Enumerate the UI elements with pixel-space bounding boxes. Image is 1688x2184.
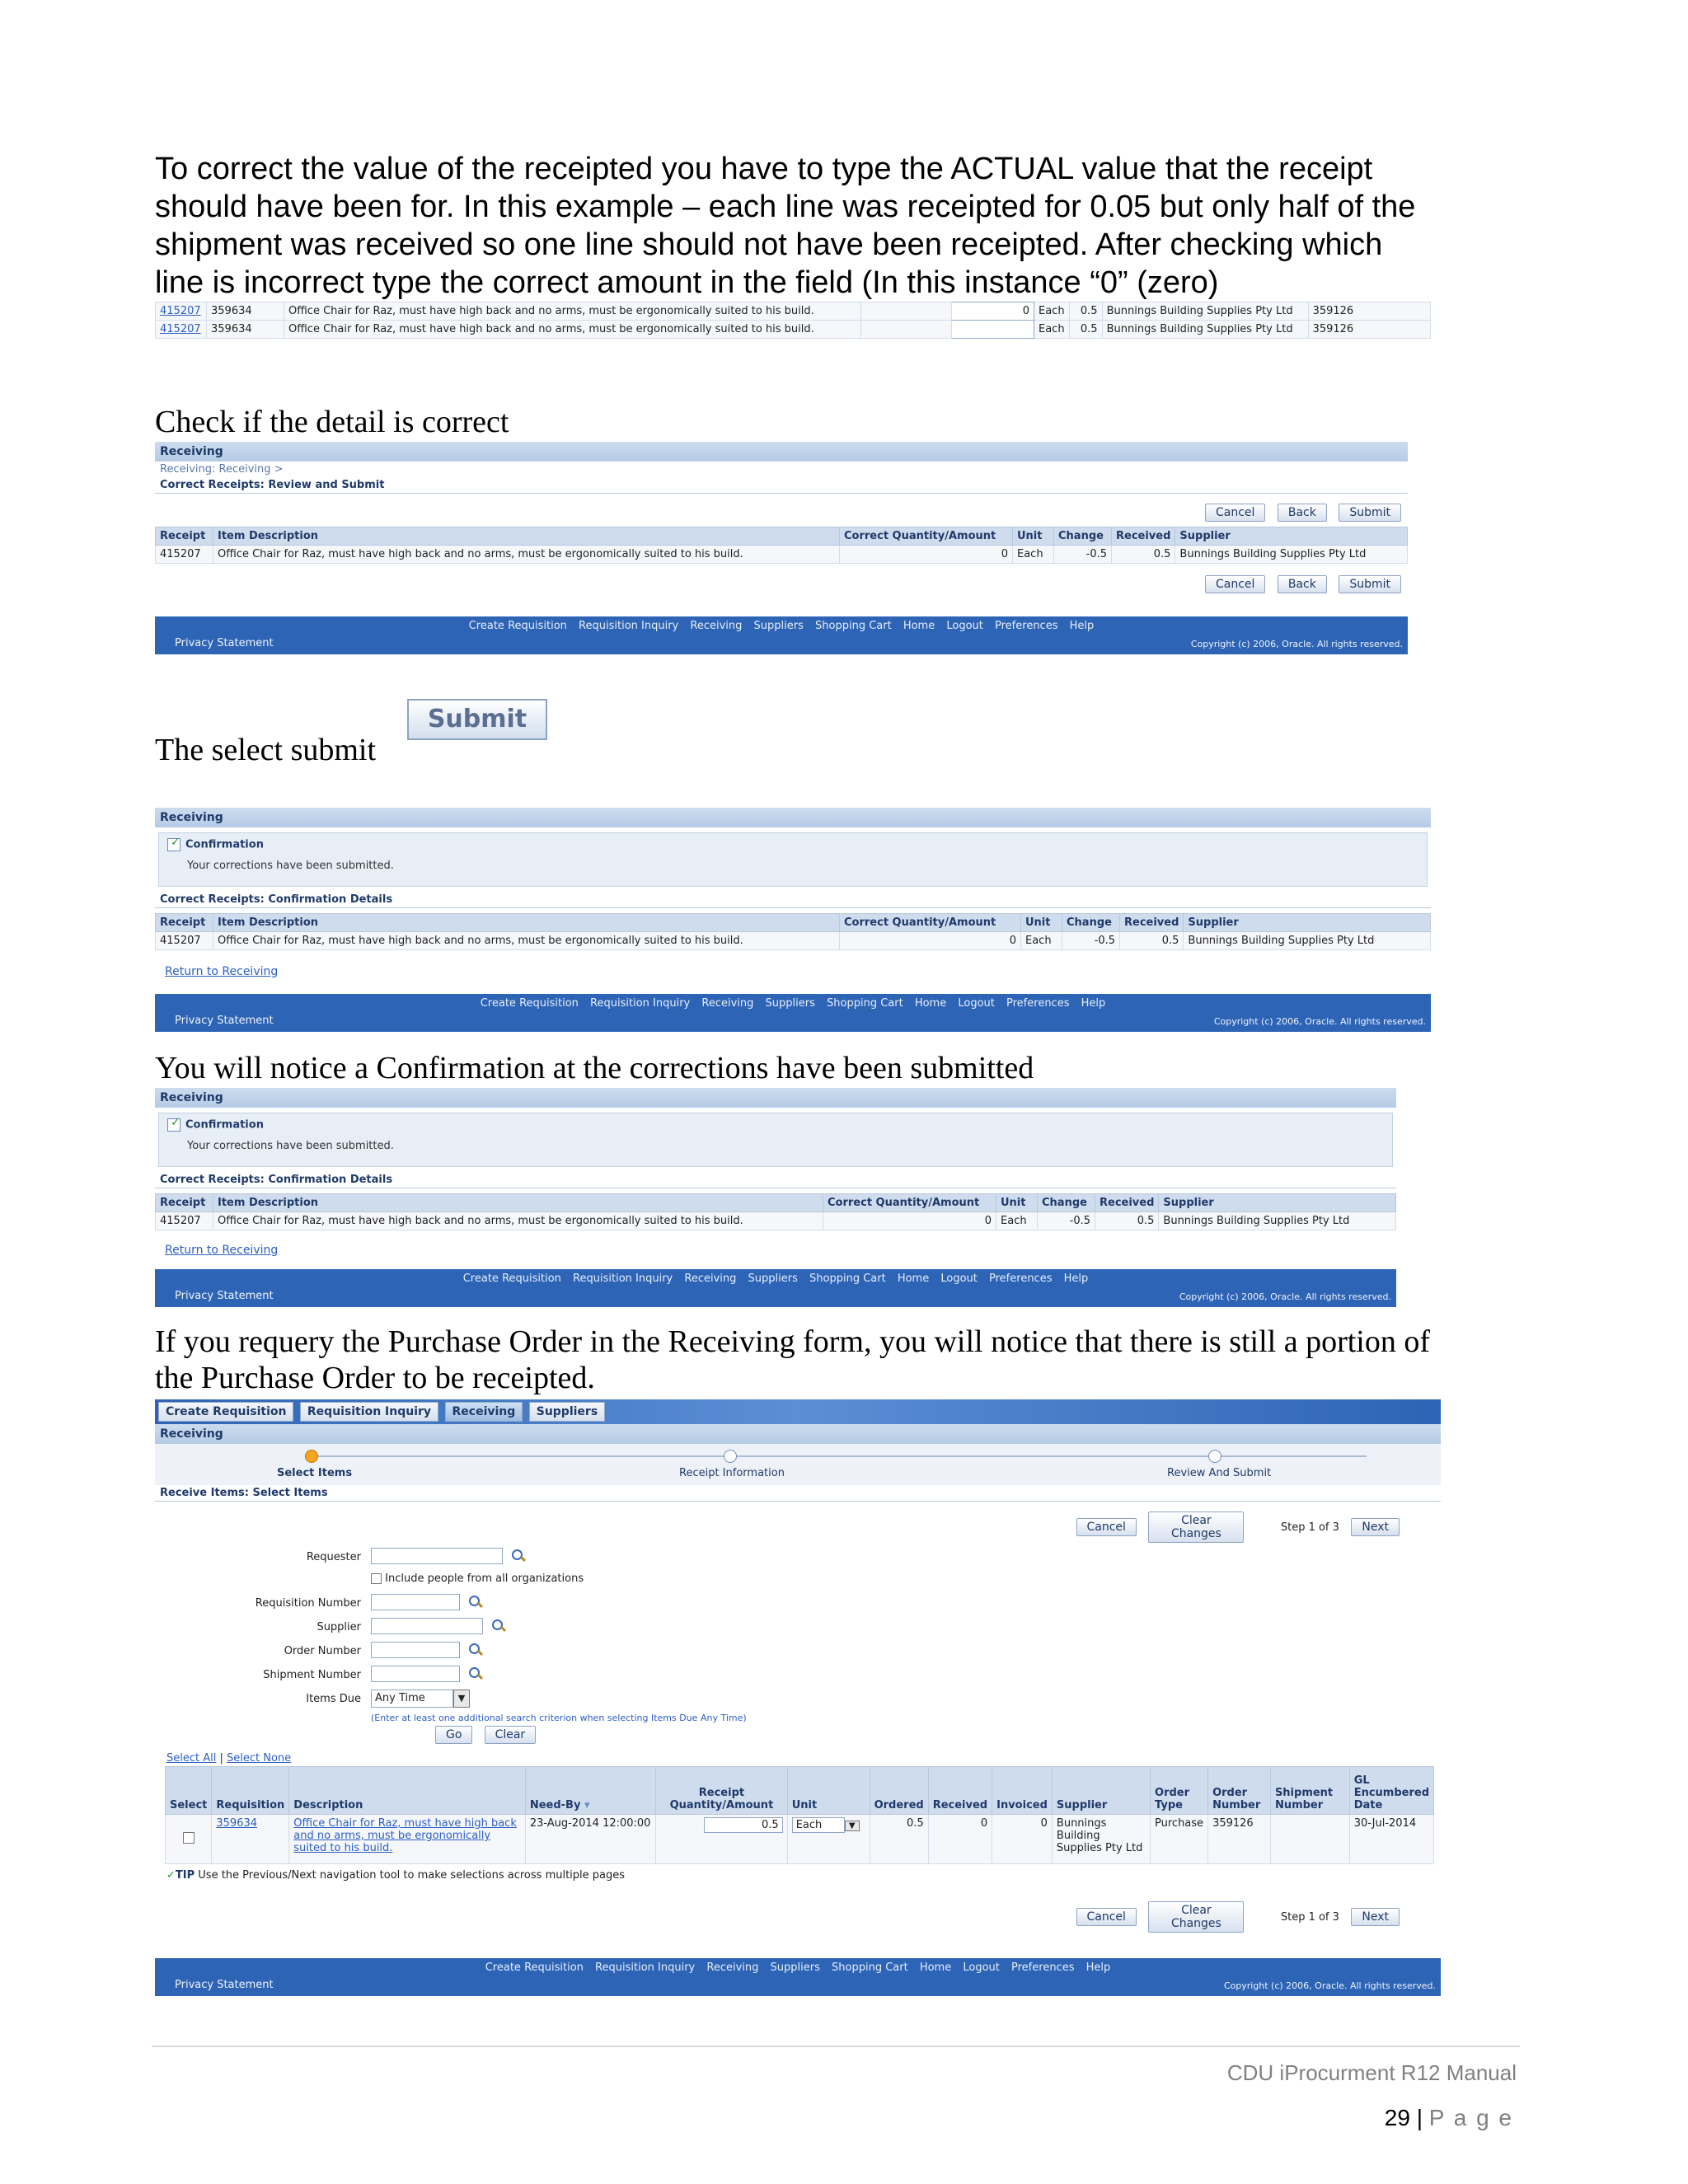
footer-link[interactable]: Help: [1069, 620, 1095, 632]
table-row: 415207 Office Chair for Raz, must have high back and no arms, must be ergonomically suited to his build. 0 Each -0.5 0.5 Bunnings Building Supplies Pty Ltd: [156, 546, 1408, 564]
clear-button[interactable]: Clear: [485, 1726, 537, 1744]
page-word: P a g e: [1428, 2105, 1513, 2130]
tab-bar: [155, 1399, 1441, 1424]
nav-buttons-bottom: [155, 1886, 1441, 1933]
step-indicator: Step 1 of 3: [1280, 1910, 1339, 1924]
caption-check-detail: Check if the detail is correct: [155, 405, 509, 439]
sort-icon[interactable]: ▾: [584, 1799, 590, 1811]
section-header: Receiving: [155, 442, 1408, 462]
table-header: Receipt Item Description Correct Quantity/Amount Unit Change Received Supplier: [156, 527, 1408, 546]
footer-link[interactable]: Preferences: [1011, 1961, 1075, 1974]
supplier-input[interactable]: [371, 1618, 483, 1634]
footer-link[interactable]: Receiving: [701, 997, 754, 1010]
select-none-link[interactable]: Select None: [227, 1752, 292, 1765]
footer-link[interactable]: Requisition Inquiry: [595, 1961, 696, 1974]
confirmation-screenshot-1: [155, 808, 1431, 1032]
button-row-bottom: [155, 564, 1408, 593]
search-icon[interactable]: [468, 1595, 483, 1610]
include-all-orgs-checkbox[interactable]: [371, 1573, 382, 1584]
footer-link[interactable]: Suppliers: [753, 620, 804, 632]
breadcrumb[interactable]: Receiving: Receiving >: [160, 463, 284, 476]
cancel-button[interactable]: Cancel: [1205, 504, 1265, 522]
footer-link[interactable]: Requisition Inquiry: [573, 1272, 673, 1285]
review-table: [155, 527, 1408, 564]
footer-nav: [155, 616, 1408, 632]
search-icon[interactable]: [491, 1619, 506, 1633]
review-submit-screenshot: [155, 442, 1408, 654]
table-row: 415207 Office Chair for Raz, must have high back and no arms, must be ergonomically suited to his build. 0 Each -0.5 0.5 Bunnings Building Supplies Pty Ltd: [156, 932, 1431, 950]
footer-link[interactable]: Shopping Cart: [815, 620, 892, 632]
clear-changes-button[interactable]: Clear Changes: [1148, 1901, 1244, 1933]
footer-link[interactable]: Help: [1085, 1961, 1111, 1974]
chevron-down-icon[interactable]: ▼: [453, 1690, 470, 1708]
search-icon[interactable]: [468, 1643, 483, 1657]
page-title: Correct Receipts: Confirmation Details: [155, 892, 1431, 908]
receipt-items-table: [165, 1766, 1434, 1864]
footer-link[interactable]: Create Requisition: [468, 620, 567, 632]
footer-link[interactable]: Receiving: [684, 1272, 737, 1285]
privacy-link[interactable]: Privacy Statement: [175, 1015, 274, 1027]
selection-links: Select All | Select None: [166, 1752, 292, 1765]
unit-select[interactable]: Each ▼: [792, 1819, 860, 1831]
footer-link[interactable]: Shopping Cart: [827, 997, 903, 1010]
footer-link[interactable]: Shopping Cart: [809, 1272, 886, 1285]
intro-paragraph: [155, 150, 1556, 302]
footer-link[interactable]: Suppliers: [770, 1961, 820, 1974]
quantity-input[interactable]: [952, 321, 1034, 339]
back-button[interactable]: Back: [1278, 504, 1327, 522]
footer-link[interactable]: Create Requisition: [462, 1272, 561, 1285]
privacy-link[interactable]: Privacy Statement: [175, 637, 274, 649]
receipt-lines-screenshot: [155, 302, 1431, 356]
footer-link[interactable]: Shopping Cart: [832, 1961, 908, 1974]
app-footer: [155, 1269, 1396, 1307]
footer-link[interactable]: Requisition Inquiry: [579, 620, 679, 632]
confirmation-table: [155, 1193, 1396, 1230]
confirmation-icon: [167, 1118, 181, 1132]
cancel-button[interactable]: Cancel: [1076, 1518, 1137, 1536]
train-step: [724, 1450, 737, 1463]
table-row: 415207 359634 Office Chair for Raz, must have high back and no arms, must be ergonomically suited to his build. Each 0.5 Bunnings Building Supplies Pty Ltd 359126: [156, 321, 1431, 339]
footer-link[interactable]: Home: [919, 1961, 952, 1974]
tab-receiving[interactable]: Receiving: [445, 1402, 523, 1422]
table-header: Select Requisition Description Need-By ▾ Receipt Quantity/Amount Unit Ordered Received Invoiced Supplier Order Type Order Number Shipment Number GL Encumbered Date: [166, 1767, 1434, 1815]
next-button[interactable]: Next: [1351, 1908, 1400, 1926]
footer-link[interactable]: Home: [914, 997, 947, 1010]
train-step-current: [305, 1450, 318, 1463]
requester-input[interactable]: [371, 1548, 503, 1564]
train-label: Select Items: [277, 1467, 353, 1479]
section-header: Receiving: [155, 1088, 1396, 1108]
step-indicator: Step 1 of 3: [1280, 1521, 1339, 1534]
footer-nav: [155, 1269, 1396, 1285]
privacy-link[interactable]: Privacy Statement: [175, 1290, 274, 1302]
intro-line: should have been for. In this example – each line was receipted for 0.05 but only half of the: [155, 190, 1416, 224]
submit-button[interactable]: Submit: [1339, 504, 1401, 522]
footer-link[interactable]: Home: [897, 1272, 930, 1285]
receipt-link[interactable]: 415207: [160, 305, 201, 317]
footer-link[interactable]: Preferences: [1006, 997, 1070, 1010]
tab-create-requisition[interactable]: Create Requisition: [158, 1402, 293, 1422]
footer-link[interactable]: Suppliers: [748, 1272, 798, 1285]
caption-select-submit: The select submit: [155, 733, 377, 767]
receipt-link[interactable]: 415207: [160, 323, 201, 335]
copyright: Copyright (c) 2006, Oracle. All rights reserved.: [1213, 1016, 1426, 1027]
quantity-input[interactable]: 0: [952, 302, 1034, 321]
chevron-down-icon[interactable]: ▼: [845, 1821, 860, 1831]
caption-requery: If you requery the Purchase Order in the Receiving form, you will notice that there is still a portion of the Purchase Order to be receipted.: [155, 1324, 1431, 1395]
footer-link[interactable]: Logout: [963, 1961, 1000, 1974]
footer-nav: [155, 1958, 1441, 1974]
confirmation-box: ✓Confirmation Your corrections have been submitted.: [158, 832, 1428, 887]
items-due-select[interactable]: Any Time ▼: [371, 1690, 470, 1708]
footer-link[interactable]: Create Requisition: [485, 1961, 584, 1974]
confirmation-table: [155, 913, 1431, 950]
order-number-input[interactable]: [371, 1642, 460, 1658]
table-header: Receipt Item Description Correct Quantity/Amount Unit Change Received Supplier: [156, 914, 1431, 932]
go-button[interactable]: Go: [435, 1726, 472, 1744]
cancel-button[interactable]: Cancel: [1076, 1908, 1137, 1926]
caption-notice: You will notice a Confirmation at the corrections have been submitted: [155, 1051, 1034, 1085]
requisition-number-input[interactable]: [371, 1594, 460, 1610]
search-icon[interactable]: [511, 1549, 526, 1563]
app-footer: [155, 994, 1431, 1032]
footer-link[interactable]: Home: [903, 620, 935, 632]
table-header: Receipt Item Description Correct Quantity/Amount Unit Change Received Supplier: [156, 1194, 1396, 1212]
select-all-link[interactable]: Select All: [166, 1752, 217, 1765]
footer-link[interactable]: Logout: [946, 620, 983, 632]
app-footer: [155, 616, 1408, 654]
footer-link[interactable]: Help: [1081, 997, 1106, 1010]
table-row: 359634 Office Chair for Raz, must have high back and no arms, must be ergonomically suited to his build. 23-Aug-2014 12:00:00 0.5 Each ▼ 0.5 0 0 Bunnings Building Supplies Pty Ltd Purchase 359126 30-Jul-2014: [166, 1815, 1434, 1864]
section-header: Receiving: [155, 808, 1431, 827]
train-step: [1208, 1450, 1221, 1463]
footer-nav: [155, 994, 1431, 1010]
train-label: Receipt Information: [679, 1467, 785, 1479]
clear-changes-button[interactable]: Clear Changes: [1148, 1511, 1244, 1543]
receipt-lines-table: [155, 302, 1431, 339]
footer-link[interactable]: Requisition Inquiry: [590, 997, 691, 1010]
return-to-receiving-link[interactable]: Return to Receiving: [165, 965, 279, 978]
footer-link[interactable]: Receiving: [690, 620, 743, 632]
table-row: 415207 Office Chair for Raz, must have high back and no arms, must be ergonomically suited to his build. 0 Each -0.5 0.5 Bunnings Building Supplies Pty Ltd: [156, 1212, 1396, 1230]
shipment-number-input[interactable]: [371, 1666, 460, 1682]
process-train: [155, 1444, 1441, 1485]
page-number-block: 29 | P a g e: [1384, 2105, 1513, 2130]
intro-line: line is incorrect type the correct amount in the field (In this instance “0” (zero): [155, 265, 1219, 300]
page-number: 29: [1384, 2105, 1410, 2130]
page-title: Correct Receipts: Review and Submit: [155, 477, 1408, 494]
search-form: Requester Include people from all organizations Requisition Number Supplier Order Number Shipment Number Items Due Any Time ▼ (Enter at least one additional search criterion when selecting Items Due Any Time) Go Clear: [155, 1544, 1441, 1742]
table-row: 415207 359634 Office Chair for Raz, must have high back and no arms, must be ergonomically suited to his build. 0 Each 0.5 Bunnings Building Supplies Pty Ltd 359126: [156, 302, 1431, 321]
receipt-quantity-input[interactable]: 0.5: [704, 1817, 783, 1833]
confirmation-screenshot-2: [155, 1088, 1396, 1307]
description-link[interactable]: Office Chair for Raz, must have high back and no arms, must be ergonomically suited to his build.: [293, 1817, 517, 1854]
train-label: Review And Submit: [1167, 1467, 1272, 1479]
row-select-checkbox[interactable]: [183, 1832, 195, 1844]
intro-line: shipment was received so one line should not have been receipted. After checking which: [155, 227, 1383, 262]
confirmation-box: ✓Confirmation Your corrections have been submitted.: [158, 1113, 1393, 1167]
nav-buttons-top: [155, 1502, 1441, 1544]
submit-button-large[interactable]: Submit: [407, 699, 547, 740]
search-icon[interactable]: [468, 1666, 483, 1681]
return-to-receiving-link[interactable]: Return to Receiving: [165, 1244, 279, 1257]
copyright: Copyright (c) 2006, Oracle. All rights reserved.: [1179, 1291, 1391, 1302]
page-title: Receive Items: Select Items: [155, 1485, 1441, 1502]
manual-title: CDU iProcurment R12 Manual: [1226, 2060, 1517, 2085]
privacy-link[interactable]: Privacy Statement: [175, 1979, 274, 1991]
section-header: Receiving: [155, 1424, 1441, 1444]
footer-link[interactable]: Help: [1063, 1272, 1089, 1285]
footer-link[interactable]: Receiving: [706, 1961, 759, 1974]
confirmation-icon: [167, 838, 181, 851]
intro-line: To correct the value of the receipted you have to type the ACTUAL value that the receipt: [155, 152, 1373, 186]
copyright: Copyright (c) 2006, Oracle. All rights reserved.: [1223, 1980, 1436, 1991]
requisition-link[interactable]: 359634: [216, 1817, 258, 1830]
footer-link[interactable]: Logout: [940, 1272, 978, 1285]
app-footer: [155, 1958, 1441, 1996]
back-button[interactable]: Back: [1278, 575, 1327, 593]
next-button[interactable]: Next: [1351, 1518, 1400, 1536]
footer-link[interactable]: Preferences: [989, 1272, 1053, 1285]
tab-requisition-inquiry[interactable]: Requisition Inquiry: [300, 1402, 438, 1422]
tip-check-icon: ✓: [166, 1869, 176, 1882]
footer-divider: [152, 2046, 1520, 2047]
select-items-screenshot: [155, 1399, 1441, 1996]
footer-link[interactable]: Create Requisition: [480, 997, 579, 1010]
copyright: Copyright (c) 2006, Oracle. All rights reserved.: [1190, 639, 1403, 649]
submit-button[interactable]: Submit: [1339, 575, 1401, 593]
button-row-top: [155, 494, 1408, 527]
footer-link[interactable]: Suppliers: [765, 997, 815, 1010]
tab-suppliers[interactable]: Suppliers: [529, 1402, 605, 1422]
footer-link[interactable]: Preferences: [995, 620, 1058, 632]
tip: ✓TIP Use the Previous/Next navigation tool to make selections across multiple pages: [166, 1869, 626, 1882]
footer-link[interactable]: Logout: [958, 997, 995, 1010]
cancel-button[interactable]: Cancel: [1205, 575, 1265, 593]
page-title: Correct Receipts: Confirmation Details: [155, 1172, 1396, 1188]
